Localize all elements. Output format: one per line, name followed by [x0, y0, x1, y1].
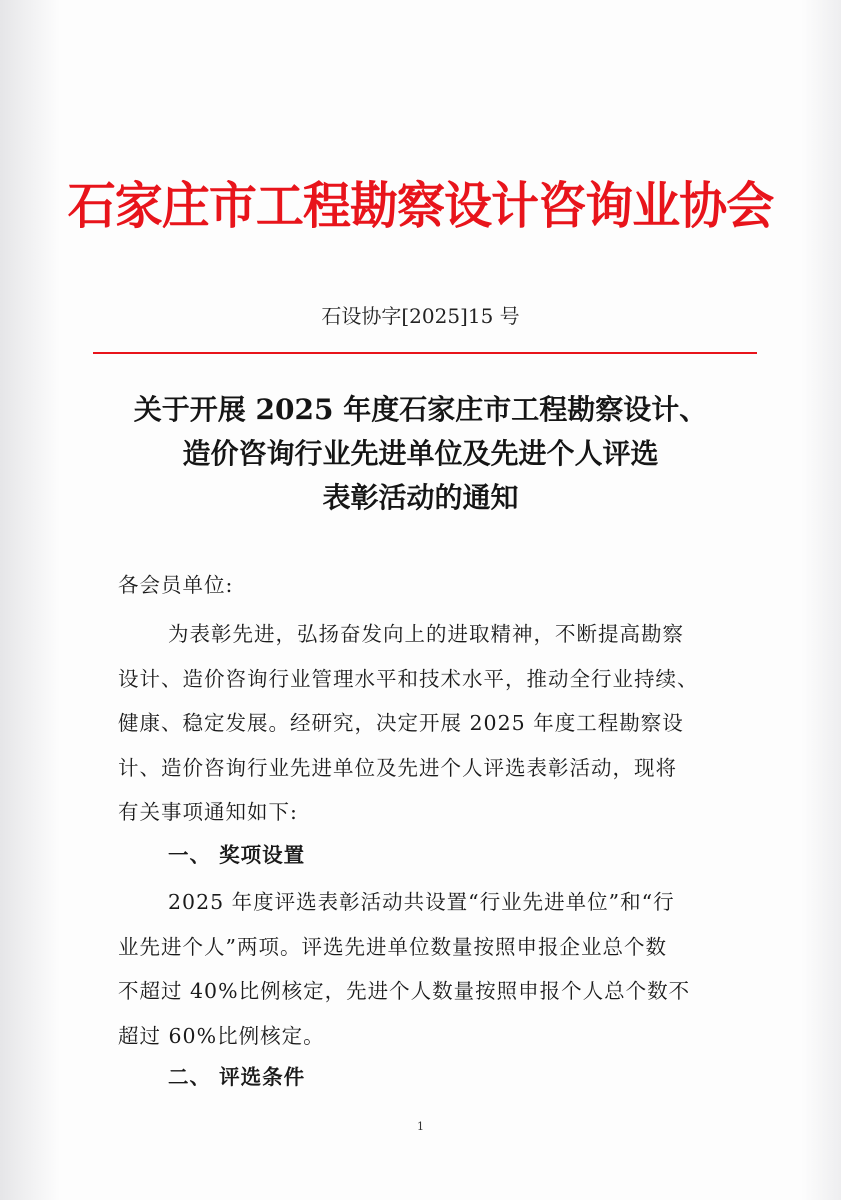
page-number: 1 [417, 1120, 424, 1133]
title-line-3: 表彰活动的通知 [322, 481, 519, 514]
paragraph-awards [118, 880, 690, 1058]
paragraph-awards-line: 不超过 40%比例核定，先进个人数量按照申报个人总个数不 [118, 979, 691, 1003]
section-heading-awards: 一、 奖项设置 [168, 843, 306, 867]
organization-header: 石家庄市工程勘察设计咨询业协会 [67, 176, 774, 235]
title-line-1: 关于开展 2025 年度石家庄市工程勘察设计、 [133, 393, 708, 426]
paragraph-intro-line: 为表彰先进，弘扬奋发向上的进取精神，不断提高勘察 [168, 622, 684, 646]
paragraph-awards-line: 2025 年度评选表彰活动共设置“行业先进单位”和“行 [168, 890, 675, 914]
salutation: 各会员单位: [118, 573, 234, 597]
notice-title [60, 388, 781, 520]
document-number: 石设协字[2025]15 号 [321, 304, 520, 328]
paragraph-intro [118, 612, 699, 835]
paragraph-awards-line: 业先进个人”两项。评选先进单位数量按照申报企业总个数 [118, 934, 667, 959]
paragraph-intro-line: 健康、稳定发展。经研究，决定开展 2025 年度工程勘察设 [118, 711, 684, 735]
paragraph-awards-line: 超过 60%比例核定。 [118, 1023, 325, 1048]
paragraph-intro-line: 设计、造价咨询行业管理水平和技术水平，推动全行业持续、 [118, 666, 699, 691]
red-divider-line [93, 352, 757, 354]
paragraph-intro-line: 计、造价咨询行业先进单位及先进个人评选表彰活动，现将 [118, 755, 677, 780]
section-heading-criteria: 二、 评选条件 [168, 1065, 306, 1089]
paragraph-intro-line: 有关事项通知如下: [118, 800, 298, 824]
title-line-2: 造价咨询行业先进单位及先进个人评选 [182, 437, 659, 470]
